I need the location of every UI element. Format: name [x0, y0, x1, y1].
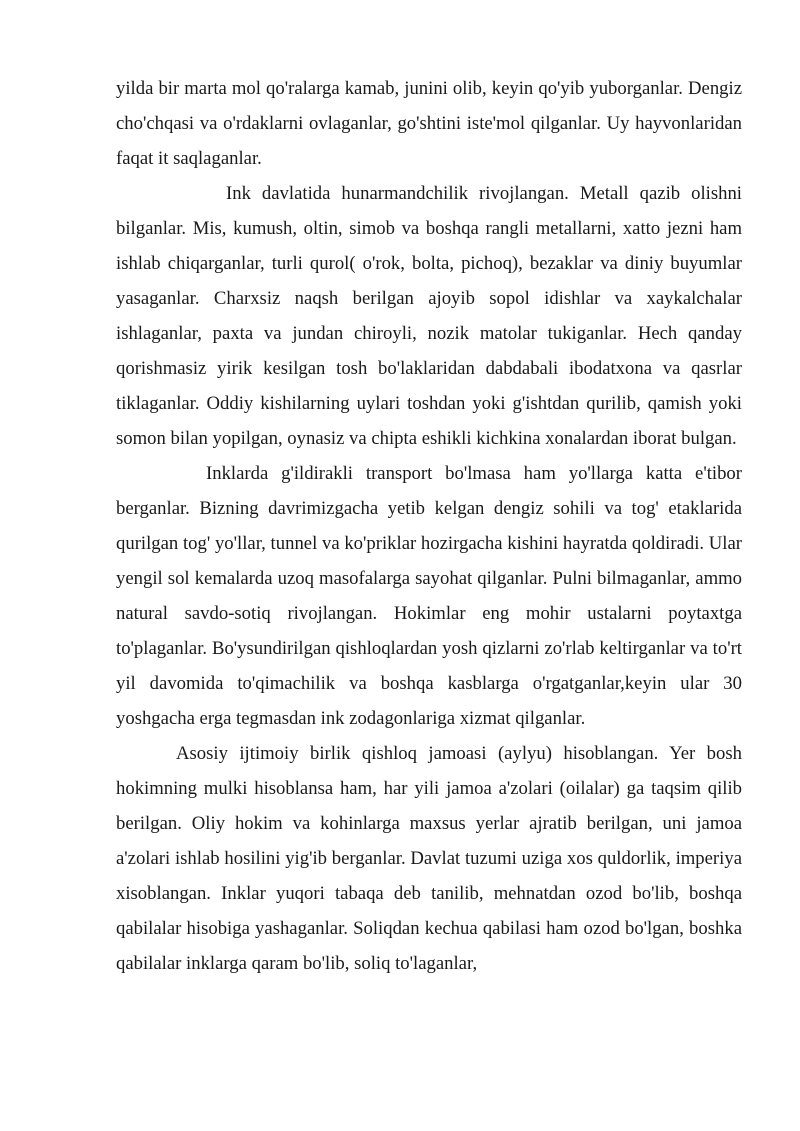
paragraph-crafts: Ink davlatida hunarmandchilik rivojlangan. Metall qazib olishni bilganlar. Mis, kumush, oltin, simob va boshqa rangli metallarni, xatto jezni ham ishlab chiqarganlar, turli qurol( o'rok, bolta, pichoq), bezaklar va diniy buyumlar yasaganlar. Charxsiz naqsh berilgan ajoyib sopol idishlar va xaykalchalar ishlaganlar, paxta va jundan chiroyli, nozik matolar tukiganlar. Hech qanday qorishmasiz yirik kesilgan tosh bo'laklaridan dabdabali ibodatxona va qasrlar tiklaganlar. Oddiy kishilarning uylari toshdan yoki g'ishtdan qurilib, qamish yoki somon bilan yopilgan, oynasiz va chipta eshikli kichkina xonalardan iborat bulgan. [116, 183, 742, 449]
document-body [116, 71, 742, 981]
paragraph-livestock: yilda bir marta mol qo'ralarga kamab, junini olib, keyin qo'yib yuborganlar. Dengiz cho'chqasi va o'rdaklarni ovlaganlar, go'shtini iste'mol qilganlar. Uy hayvonlaridan faqat it saqlaganlar. [116, 78, 742, 169]
paragraph-social-structure: Asosiy ijtimoiy birlik qishloq jamoasi (aylyu) hisoblangan. Yer bosh hokimning mulki hisoblansa ham, har yili jamoa a'zolari (oilalar) ga taqsim qilib berilgan. Oliy hokim va kohinlarga maxsus yerlar ajratib berilgan, uni jamoa a'zolari ishlab hosilini yig'ib berganlar. Davlat tuzumi uziga xos quldorlik, imperiya xisoblangan. Inklar yuqori tabaqa deb tanilib, mehnatdan ozod bo'lib, boshqa qabilalar hisobiga yashaganlar. Soliqdan kechua qabilasi ham ozod bo'lgan, boshka qabilalar inklarga qaram bo'lib, soliq to'laganlar, [116, 743, 742, 974]
paragraph-transport: Inklarda g'ildirakli transport bo'lmasa ham yo'llarga katta e'tibor berganlar. Bizning davrimizgacha yetib kelgan dengiz sohili va tog' etaklarida qurilgan tog' yo'llar, tunnel va ko'priklar hozirgacha kishini hayratda qoldiradi. Ular yengil sol kemalarda uzoq masofalarga sayohat qilganlar. Pulni bilmaganlar, ammo natural savdo-sotiq rivojlangan. Hokimlar eng mohir ustalarni poytaxtga to'plaganlar. Bo'ysundirilgan qishloqlardan yosh qizlarni zo'rlab keltirganlar va to'rt yil davomida to'qimachilik va boshqa kasblarga o'rgatganlar,keyin ular 30 yoshgacha erga tegmasdan ink zodagonlariga xizmat qilganlar. [116, 463, 742, 729]
